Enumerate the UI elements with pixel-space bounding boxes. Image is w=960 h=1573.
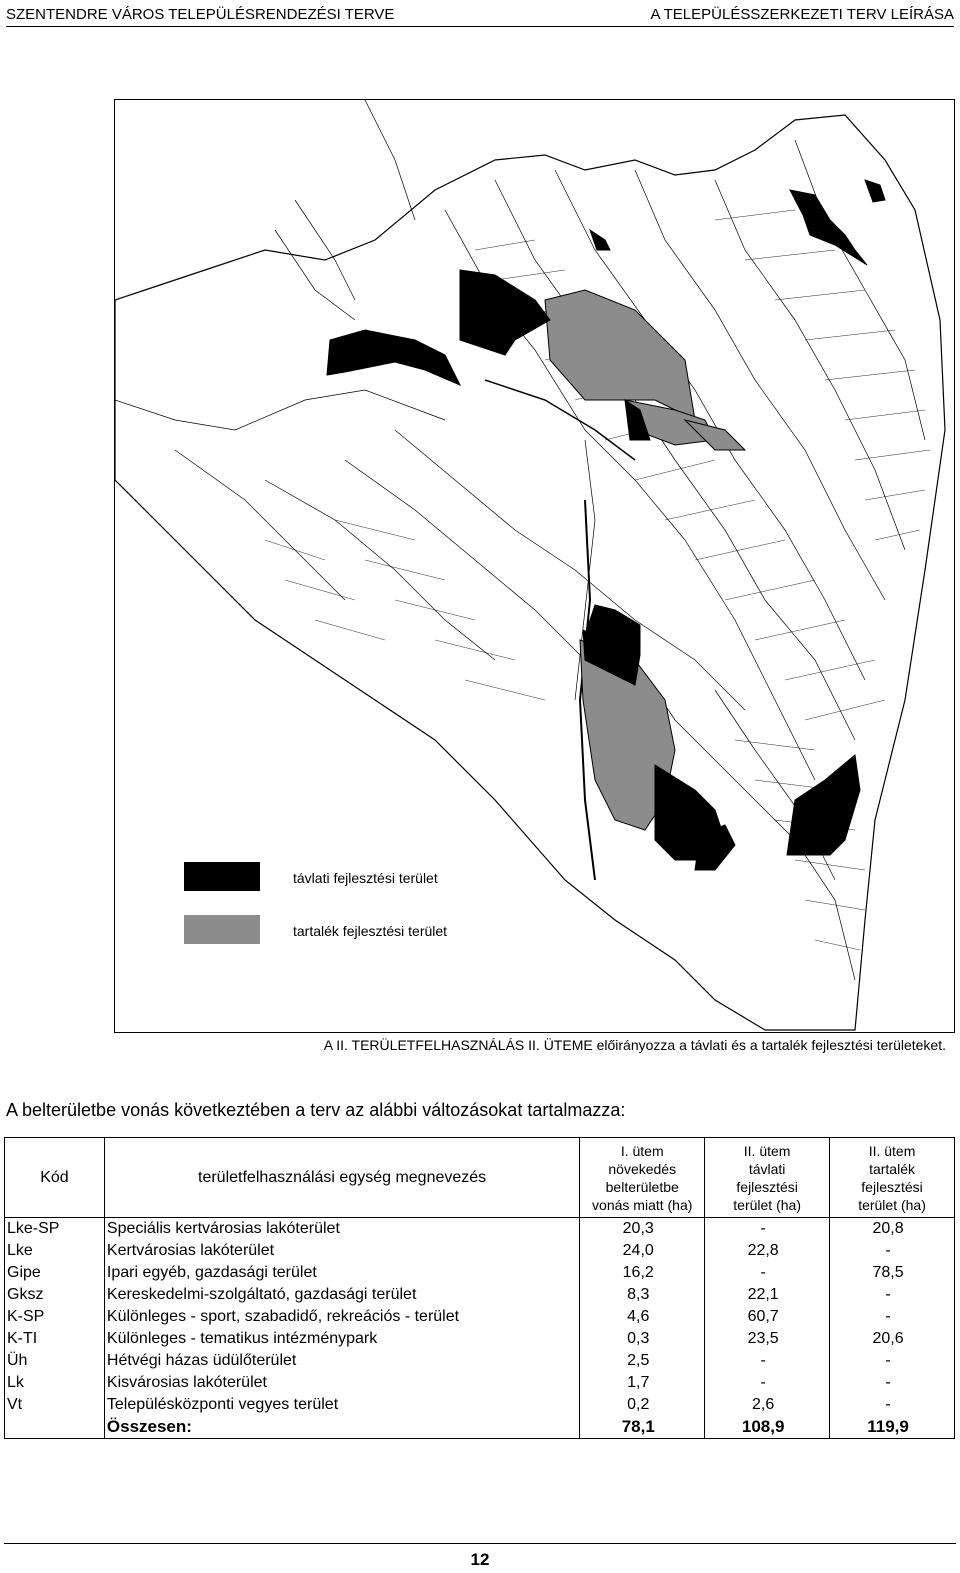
header-stage1-line: vonás miatt (ha) (592, 1196, 693, 1213)
header-code: Kód (5, 1138, 105, 1218)
cell-v3: 20,8 (830, 1218, 955, 1241)
table-row (5, 1284, 955, 1306)
cell-v2: 23,5 (705, 1328, 830, 1350)
header-left-title: SZENTENDRE VÁROS TELEPÜLÉSRENDEZÉSI TERVE (6, 6, 395, 23)
header-right-title: A TELEPÜLÉSSZERKEZETI TERV LEÍRÁSA (650, 6, 954, 23)
cell-v2: 22,8 (705, 1240, 830, 1262)
table-row (5, 1350, 955, 1372)
header-stage2-line: fejlesztési (736, 1178, 798, 1195)
cell-v1: 2,5 (580, 1350, 705, 1372)
legend-swatch-long-term (184, 862, 260, 891)
header-stage3-line: fejlesztési (861, 1178, 923, 1195)
table-row (5, 1306, 955, 1328)
cell-v3: - (830, 1372, 955, 1394)
cell-v1: 24,0 (580, 1240, 705, 1262)
intro-text: A belterületbe vonás következtében a terv az alábbi változásokat tartalmazza: (6, 1100, 626, 1120)
cell-v2: 60,7 (705, 1306, 830, 1328)
header-stage3-line: II. ütem (868, 1142, 916, 1159)
table-row (5, 1218, 955, 1241)
header-stage1-line: I. ütem (620, 1142, 664, 1159)
cell-v3: - (830, 1394, 955, 1416)
cell-name: Hétvégi házas üdülőterület (104, 1350, 579, 1372)
cell-code: Gipe (5, 1262, 105, 1284)
page-number: 12 (470, 1550, 490, 1569)
header-stage1-line: növekedés (608, 1160, 677, 1177)
cell-v3: - (830, 1240, 955, 1262)
cell-v2: - (705, 1218, 830, 1241)
cell-v2: - (705, 1372, 830, 1394)
legend-label-long-term: távlati fejlesztési terület (293, 870, 438, 886)
header-stage3-line: tartalék (869, 1160, 915, 1177)
cell-v1: 20,3 (580, 1218, 705, 1241)
cell-v3: - (830, 1350, 955, 1372)
cell-name: Településközponti vegyes terület (104, 1394, 579, 1416)
cell-v1: 4,6 (580, 1306, 705, 1328)
header-stage2-reserve (830, 1138, 955, 1218)
map-caption: A II. TERÜLETFELHASZNÁLÁS II. ÜTEME előirányozza a távlati és a tartalék fejlesztési területeket. (323, 1037, 946, 1053)
cell-v1: 0,2 (580, 1394, 705, 1416)
table-row (5, 1394, 955, 1416)
header-stage2-line: terület (ha) (733, 1196, 801, 1213)
cell-v1: 0,3 (580, 1328, 705, 1350)
header-stage2-longterm (705, 1138, 830, 1218)
header-stage1 (580, 1138, 705, 1218)
cell-v1: 16,2 (580, 1262, 705, 1284)
table-row (5, 1328, 955, 1350)
development-map (114, 99, 955, 1033)
cell-name: Kertvárosias lakóterület (104, 1240, 579, 1262)
footer-rule (4, 1543, 956, 1544)
cell-name: Ipari egyéb, gazdasági terület (104, 1262, 579, 1284)
cell-v3: - (830, 1284, 955, 1306)
page-header (6, 4, 954, 27)
legend-label-reserve: tartalék fejlesztési terület (293, 923, 448, 939)
header-stage2-line: II. ütem (743, 1142, 791, 1159)
total-v3: 119,9 (830, 1416, 955, 1439)
table-row (5, 1262, 955, 1284)
table-total-row (5, 1416, 955, 1439)
cell-v3: 78,5 (830, 1262, 955, 1284)
total-v2: 108,9 (705, 1416, 830, 1439)
header-name: területfelhasználási egység megnevezés (104, 1138, 579, 1218)
cell-v3: - (830, 1306, 955, 1328)
cell-code: K-TI (5, 1328, 105, 1350)
cell-code: Vt (5, 1394, 105, 1416)
legend-swatch-reserve (184, 915, 260, 944)
cell-code: Lk (5, 1372, 105, 1394)
map-drawing (115, 100, 954, 1032)
cell-code: Lke (5, 1240, 105, 1262)
cell-name: Kisvárosias lakóterület (104, 1372, 579, 1394)
header-stage2-line: távlati (748, 1160, 786, 1177)
cell-v1: 1,7 (580, 1372, 705, 1394)
cell-v2: - (705, 1262, 830, 1284)
land-use-table (4, 1137, 955, 1439)
total-v1: 78,1 (580, 1416, 705, 1439)
cell-v2: 2,6 (705, 1394, 830, 1416)
cell-name: Különleges - tematikus intézménypark (104, 1328, 579, 1350)
cell-code: K-SP (5, 1306, 105, 1328)
cell-name: Kereskedelmi-szolgáltató, gazdasági terület (104, 1284, 579, 1306)
cell-empty (5, 1416, 105, 1439)
header-stage3-line: terület (ha) (858, 1196, 926, 1213)
table-row (5, 1240, 955, 1262)
cell-code: Üh (5, 1350, 105, 1372)
cell-name: Speciális kertvárosias lakóterület (104, 1218, 579, 1241)
cell-code: Lke-SP (5, 1218, 105, 1241)
cell-code: Gksz (5, 1284, 105, 1306)
cell-v2: 22,1 (705, 1284, 830, 1306)
cell-v3: 20,6 (830, 1328, 955, 1350)
header-stage1-line: belterületbe (605, 1178, 679, 1195)
cell-v1: 8,3 (580, 1284, 705, 1306)
total-label: Összesen: (104, 1416, 579, 1439)
cell-v2: - (705, 1350, 830, 1372)
cell-name: Különleges - sport, szabadidő, rekreációs - terület (104, 1306, 579, 1328)
table-row (5, 1372, 955, 1394)
